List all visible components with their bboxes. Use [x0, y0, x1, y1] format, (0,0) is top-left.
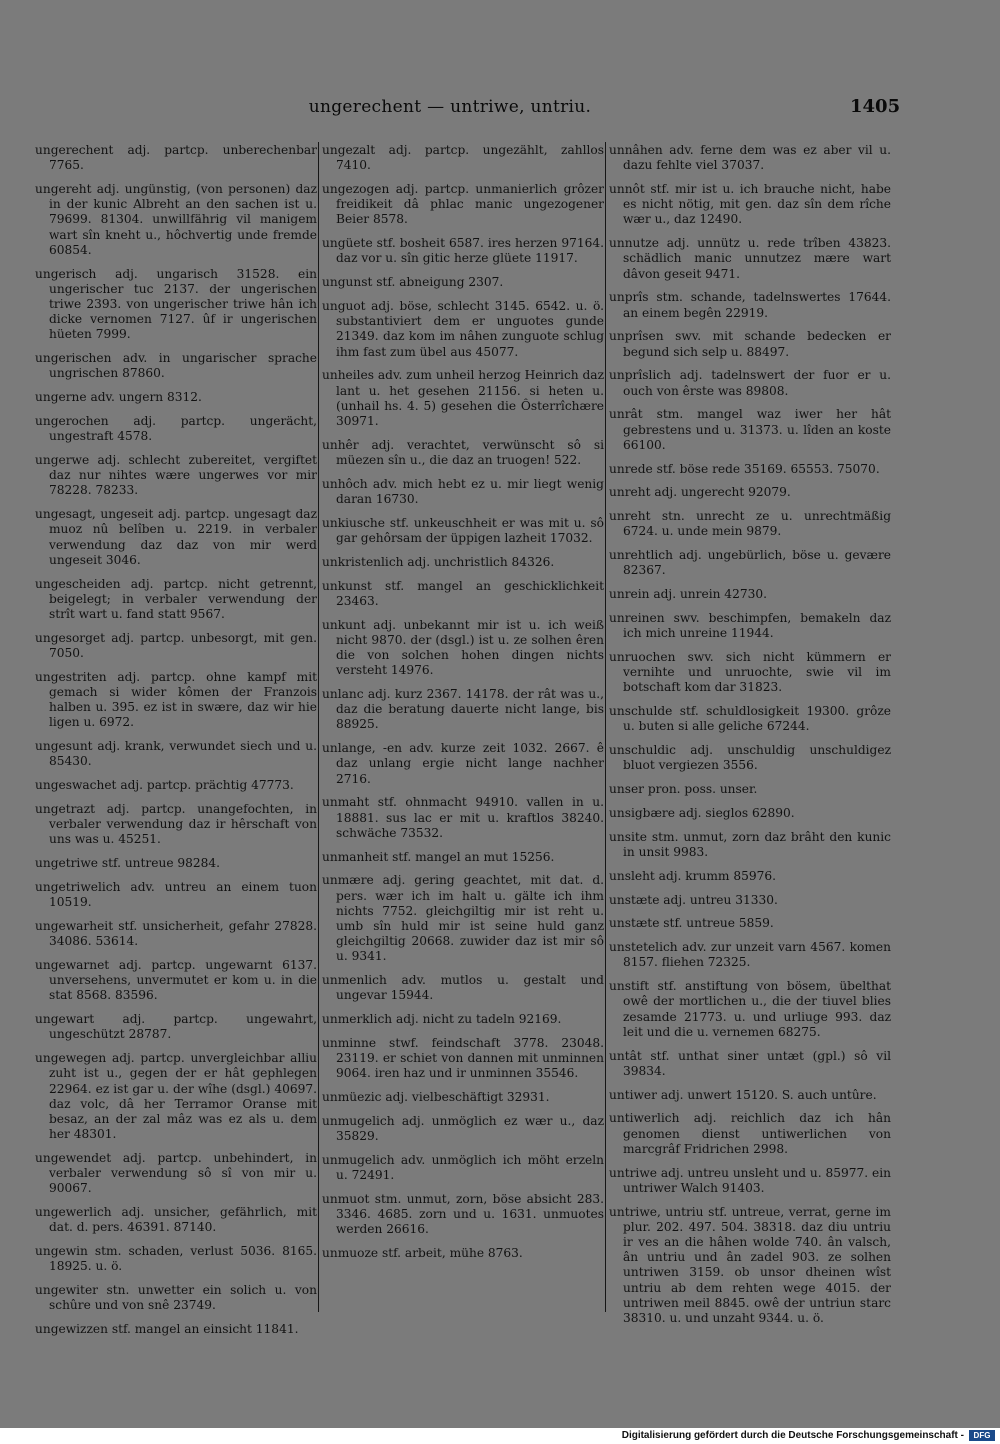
- dictionary-entry: unkunst stf. mangel an geschicklichkeit 23463.: [322, 578, 604, 608]
- dictionary-entry: unhôch adv. mich hebt ez u. mir liegt wenig daran 16730.: [322, 476, 604, 507]
- dictionary-entry: ungezalt adj. partcp. ungezählt, zahllos 7410.: [322, 143, 604, 173]
- dictionary-entry: unnutze adj. unnütz u. rede trîben 43823. schädlich manic unnutzez mære wart dâvon geseit 9471.: [609, 236, 891, 281]
- dictionary-entry: ungewegen adj. partcp. unvergleichbar alliu zuht ist u., gegen der er hât gephlegen 22964. ez ist gar u. der wîhe (dsgl.) 40697. daz volc, dâ her Terramor Oranse mit besaz, an der zal mâz was ez als u. dem her 48301.: [35, 1051, 317, 1142]
- dictionary-entry: untiwer adj. unwert 15120. S. auch untûre.: [609, 1087, 877, 1102]
- dictionary-entry: unmenlich adv. mutlos u. gestalt und ungevar 15944.: [322, 973, 604, 1003]
- dictionary-entry: unrât stm. mangel waz iwer her hât gebrestens und u. 31373. u. lîden an koste 66100.: [609, 407, 891, 452]
- dictionary-entry: unkristenlich adj. unchristlich 84326.: [322, 554, 555, 569]
- column-2: [322, 143, 604, 1270]
- dictionary-entry: unprîsen swv. mit schande bedecken er begund sich selp u. 88497.: [609, 329, 891, 359]
- running-header: ungerechent — untriwe, untriu.: [308, 97, 592, 117]
- dictionary-entry: ungesunt adj. krank, verwundet siech und u. 85430.: [35, 739, 317, 769]
- dictionary-entry: unheiles adv. zum unheil herzog Heinrich daz lant u. het gesehen 21156. si heten u. (unhail hs. 4. 5) gesehen die Ôsterrîchære 30971.: [322, 368, 604, 429]
- column-rule: [318, 142, 319, 1312]
- dictionary-entry: unreht stn. unrecht ze u. unrechtmäßig 6724. u. unde mein 9879.: [609, 509, 891, 539]
- dictionary-entry: ungerisch adj. ungarisch 31528. ein ungerischer tuc 2137. der ungerischen triwe 2393. von ungerischer triwe hân ich dicke vernomen 7127. ûf ir ungerischen hüeten 7999.: [35, 266, 317, 342]
- dictionary-entry: unruochen swv. sich nicht kümmern er vernihte und unruochte, swie vil im botschaft kom dar 31823.: [609, 650, 891, 695]
- dictionary-entry: unminne stwf. feindschaft 3778. 23048. 23119. er schiet von dannen mit unminnen 9064. iren haz und ir unminnen 35546.: [322, 1036, 604, 1081]
- dictionary-entry: ungewendet adj. partcp. unbehindert, in verbaler verwendung sô sî von mir u. 90067.: [35, 1151, 317, 1196]
- dictionary-entry: ungesagt, ungeseit adj. partcp. ungesagt daz muoz nû belîben u. 2219. in verbaler verwendung daz daz von mir werd ungeseit 3046.: [35, 507, 317, 567]
- dictionary-entry: unprîslich adj. tadelnswert der fuor er u. ouch von êrste was 89808.: [609, 368, 891, 398]
- dictionary-entry: ungesorget adj. partcp. unbesorgt, mit gen. 7050.: [35, 630, 317, 661]
- dictionary-entry: ungetriwelich adv. untreu an einem tuon 10519.: [35, 880, 317, 910]
- column-1: [35, 143, 317, 1346]
- dictionary-entry: unhêr adj. verachtet, verwünscht sô si müezen sîn u., die daz an truogen! 522.: [322, 437, 604, 468]
- dictionary-entry: unmuot stm. unmut, zorn, böse absicht 283. 3346. 4685. zorn und u. 1631. unmuotes werden 26616.: [322, 1192, 604, 1237]
- dictionary-entry: ungerwe adj. schlecht zubereitet, vergiftet daz nur nihtes wære ungerwes vor mir 78228. 78233.: [35, 453, 317, 498]
- dictionary-entry: unmüezic adj. vielbeschäftigt 32931.: [322, 1090, 550, 1105]
- dictionary-entry: unmanheit stf. mangel an mut 15256.: [322, 849, 555, 864]
- dictionary-entry: ungezogen adj. partcp. unmanierlich grôzer freidikeit dâ phlac manic ungezogener Beier 8578.: [322, 182, 604, 227]
- dictionary-entry: ungereht adj. ungünstig, (von personen) daz in der kunic Albreht an den sachen ist u. 79699. 81304. unwillfährig vil manigem wart sîn kneht u., hôchvertig unde fremde 60854.: [35, 182, 317, 257]
- dictionary-entry: unstæte stf. untreue 5859.: [609, 916, 774, 931]
- column-3: [609, 143, 891, 1335]
- dictionary-entry: ungewiter stn. unwetter ein solich u. von schûre und von snê 23749.: [35, 1283, 317, 1313]
- dictionary-entry: unsite stm. unmut, zorn daz brâht den kunic in unsit 9983.: [609, 829, 891, 859]
- dictionary-entry: unsleht adj. krumm 85976.: [609, 868, 776, 883]
- dictionary-entry: ungetrazt adj. partcp. unangefochten, in verbaler verwendung daz ir hêrschaft von uns was u. 45251.: [35, 802, 317, 847]
- dictionary-entry: ungewarnet adj. partcp. ungewarnt 6137. unversehens, unvermutet er kom u. in die stat 8568. 83596.: [35, 958, 317, 1003]
- dictionary-entry: ungunst stf. abneigung 2307.: [322, 275, 504, 290]
- dictionary-entry: ungüete stf. bosheit 6587. ires herzen 97164. daz vor u. sîn gitic herze glüete 11917.: [322, 236, 604, 266]
- dictionary-entry: unnôt stf. mir ist u. ich brauche nicht, habe es nicht nötig, mit gen. daz sîn dem rîche wær u., daz 12490.: [609, 182, 891, 227]
- page-number: 1405: [850, 96, 901, 117]
- dictionary-entry: unschulde stf. schuldlosigkeit 19300. grôze u. buten si alle geliche 67244.: [609, 704, 891, 734]
- dictionary-entry: unlange, -en adv. kurze zeit 1032. 2667. ê daz unlang ergie nicht lange nachher 2716.: [322, 741, 604, 786]
- dictionary-entry: untât stf. unthat siner untæt (gpl.) sô vil 39834.: [609, 1048, 891, 1078]
- dictionary-entry: unschuldic adj. unschuldig unschuldigez bluot vergiezen 3556.: [609, 743, 891, 773]
- footer-bar: [0, 1428, 1000, 1444]
- dictionary-entry: untriwe adj. untreu unsleht und u. 85977. ein untriwer Walch 91403.: [609, 1165, 891, 1195]
- dictionary-entry: ungewin stm. schaden, verlust 5036. 8165. 18925. u. ö.: [35, 1244, 317, 1274]
- dictionary-entry: unguot adj. böse, schlecht 3145. 6542. u. ö. substantiviert dem er unguotes gunde 21349. daz kom im nâhen zunguote schlug ihm fast zum übel aus 45077.: [322, 299, 604, 359]
- dictionary-entry: unrehtlich adj. ungebürlich, böse u. gevære 82367.: [609, 548, 891, 578]
- dfg-logo-icon: DFG: [969, 1430, 995, 1441]
- dictionary-entry: unser pron. poss. unser.: [609, 782, 758, 797]
- dictionary-entry: ungewizzen stf. mangel an einsicht 11841.: [35, 1322, 299, 1337]
- dictionary-entry: untiwerlich adj. reichlich daz ich hân genomen dienst untiwerlichen von marcgrâf Fridrichen 2998.: [609, 1111, 891, 1156]
- dictionary-entry: unkunt adj. unbekannt mir ist u. ich weiß nicht 9870. der (dsgl.) ist u. ze solhen êren die von solchen hohen dingen nichts versteht 14976.: [322, 617, 604, 678]
- dictionary-entry: unstæte adj. untreu 31330.: [609, 892, 778, 907]
- dictionary-entry: unreht adj. ungerecht 92079.: [609, 485, 791, 500]
- dictionary-entry: ungerochen adj. partcp. ungerächt, ungestraft 4578.: [35, 414, 317, 444]
- dictionary-entry: ungewart adj. partcp. ungewahrt, ungeschützt 28787.: [35, 1012, 317, 1042]
- column-rule: [605, 142, 606, 1312]
- dictionary-entry: ungetriwe stf. untreue 98284.: [35, 856, 221, 871]
- dictionary-entry: unmerklich adj. nicht zu tadeln 92169.: [322, 1012, 562, 1027]
- dictionary-entry: ungestriten adj. partcp. ohne kampf mit gemach si wider kômen der Franzois halben u. 395. ez ist in swære, daz wir hie ligen u. 6972.: [35, 669, 317, 730]
- dictionary-entry: unrein adj. unrein 42730.: [609, 587, 767, 602]
- dictionary-entry: unmære adj. gering geachtet, mit dat. d. pers. wær ich im halt u. gälte ich ihm nichts 7752. gleichgiltig mir ist reht u. umb sîn huld mir ist seine huld ganz gleichgiltig 20668. zuwider daz ist mir sô u. 9341.: [322, 873, 604, 964]
- dictionary-entry: ungescheiden adj. partcp. nicht getrennt, beigelegt; in verbaler verwendung der strît wart u. fand statt 9567.: [35, 576, 317, 622]
- dictionary-entry: ungerischen adv. in ungarischer sprache ungrischen 87860.: [35, 351, 317, 381]
- dictionary-entry: ungerne adv. ungern 8312.: [35, 390, 202, 405]
- dictionary-entry: unmuoze stf. arbeit, mühe 8763.: [322, 1246, 523, 1261]
- dictionary-entry: unstetelich adv. zur unzeit varn 4567. komen 8157. fliehen 72325.: [609, 940, 891, 970]
- dictionary-entry: unstift stf. anstiftung von bösem, übelthat owê der mortlichen u., die der tiuvel blies zesamde 21773. u. und urliuge 993. daz leit und die u. vernemen 68275.: [609, 979, 891, 1039]
- footer-credit: Digitalisierung gefördert durch die Deutsche Forschungsgemeinschaft -: [621, 1430, 964, 1441]
- dictionary-entry: unprîs stm. schande, tadelnswertes 17644. an einem begên 22919.: [609, 290, 891, 320]
- dictionary-entry: unkiusche stf. unkeuschheit er was mit u. sô gar gehôrsam der üppigen lazheit 17032.: [322, 515, 604, 546]
- dictionary-entry: unsigbære adj. sieglos 62890.: [609, 806, 795, 820]
- dictionary-entry: unrede stf. böse rede 35169. 65553. 75070.: [609, 461, 880, 476]
- dictionary-entry: ungewarheit stf. unsicherheit, gefahr 27828. 34086. 53614.: [35, 919, 317, 949]
- dictionary-entry: ungeswachet adj. partcp. prächtig 47773.: [35, 778, 294, 793]
- dictionary-entry: unlanc adj. kurz 2367. 14178. der rât was u., daz die beratung dauerte nicht lange, bis 88925.: [322, 687, 604, 732]
- dictionary-entry: unnâhen adv. ferne dem was ez aber vil u. dazu fehlte viel 37037.: [609, 143, 891, 173]
- dictionary-entry: untriwe, untriu stf. untreue, verrat, gerne im plur. 202. 497. 504. 38318. daz diu untriu ir ves an die hâhen wolde 740. ân valsch, ân untriu und ân zadel 903. ze solhen untriwen 3159. ob unsor dheinen wîst untriu ab dem rehten wege 4015. der untriwen meil 8845. owê der untriun starc 38310. u. und unzaht 9344. u. ö.: [609, 1204, 891, 1326]
- dictionary-entry: ungewerlich adj. unsicher, gefährlich, mit dat. d. pers. 46391. 87140.: [35, 1205, 317, 1235]
- dictionary-entry: unmaht stf. ohnmacht 94910. vallen in u. 18881. sus lac er mit u. kraftlos 38240. schwäche 73532.: [322, 795, 604, 840]
- dictionary-entry: unmugelich adv. unmöglich ich möht erzeln u. 72491.: [322, 1153, 604, 1183]
- dictionary-entry: unmugelich adj. unmöglich ez wær u., daz 35829.: [322, 1114, 604, 1144]
- dictionary-entry: unreinen swv. beschimpfen, bemakeln daz ich mich unreine 11944.: [609, 611, 891, 641]
- dictionary-entry: ungerechent adj. partcp. unberechenbar 7765.: [35, 143, 317, 173]
